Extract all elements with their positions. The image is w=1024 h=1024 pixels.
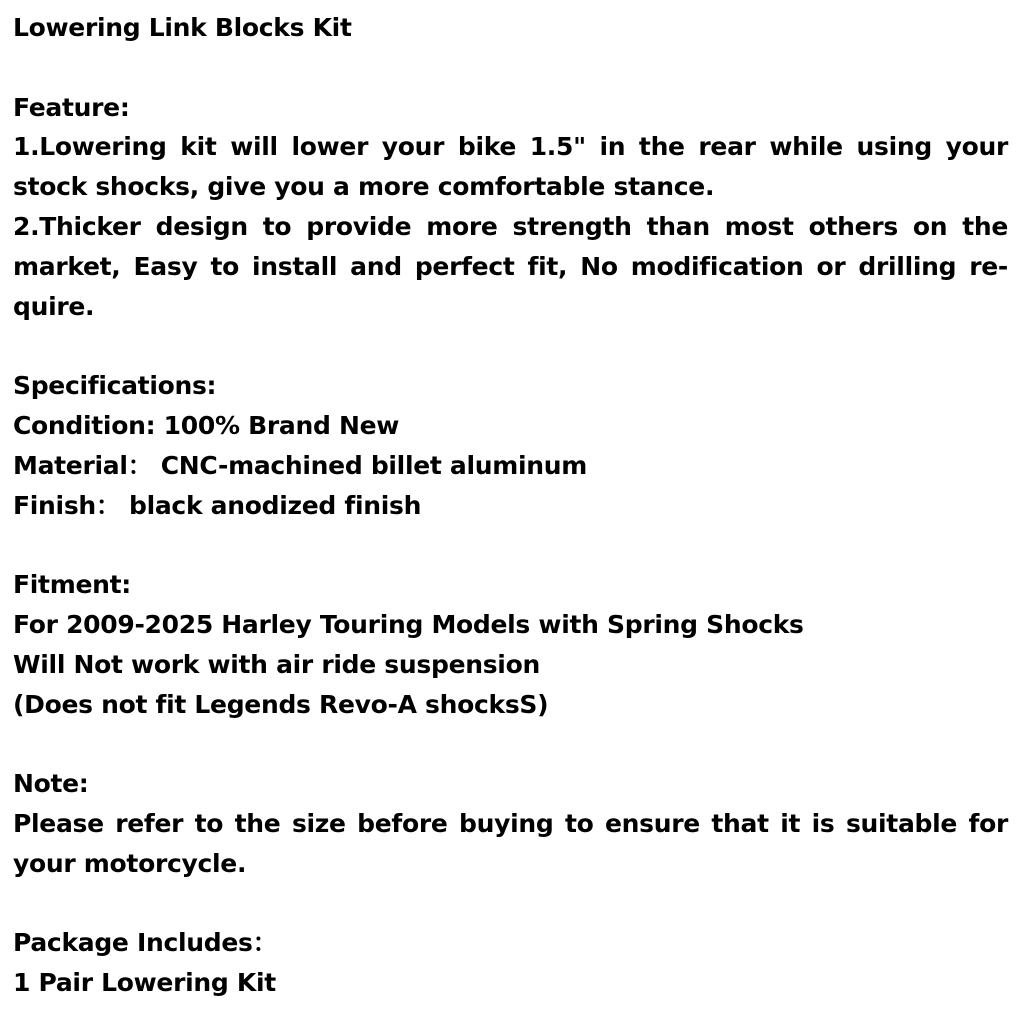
note-section (13, 764, 1008, 883)
feature-line-5: quire. (13, 291, 95, 321)
feature-line-3: 2.Thicker design to provide more strength than most others on the (13, 211, 1008, 241)
spec-finish: Finish： black anodized finish (13, 490, 422, 520)
spacer (13, 326, 1008, 366)
note-line-2: your motorcycle. (13, 848, 247, 878)
feature-line-1: 1.Lowering kit will lower your bike 1.5" in the rear while using your (13, 132, 1008, 162)
note-heading: Note: (13, 769, 89, 799)
spacer (13, 724, 1008, 764)
spacer (13, 525, 1008, 565)
feature-section (13, 88, 1008, 327)
document-title: Lowering Link Blocks Kit (13, 13, 352, 42)
fitment-line-3: (Does not fit Legends Revo-A shocksS) (13, 689, 549, 719)
fitment-line-1: For 2009-2025 Harley Touring Models with Spring Shocks (13, 609, 804, 639)
product-description (13, 8, 1008, 1003)
spacer (13, 884, 1008, 924)
spec-condition: Condition: 100% Brand New (13, 410, 400, 440)
package-section (13, 923, 1008, 1003)
specifications-heading: Specifications: (13, 371, 217, 401)
package-heading: Package Includes： (13, 928, 278, 958)
fitment-heading: Fitment: (13, 570, 131, 600)
spacer (13, 48, 1008, 88)
feature-line-2: stock shocks, give you a more comfortable stance. (13, 172, 715, 202)
note-line-1: Please refer to the size before buying to ensure that it is suitable for (13, 808, 1008, 838)
feature-heading: Feature: (13, 92, 130, 122)
spec-material: Material： CNC-machined billet aluminum (13, 450, 588, 480)
package-line-1: 1 Pair Lowering Kit (13, 968, 276, 998)
specifications-section (13, 366, 1008, 525)
feature-line-4: market, Easy to install and perfect fit, No modification or drilling re- (13, 251, 1008, 281)
fitment-line-2: Will Not work with air ride suspension (13, 649, 540, 679)
fitment-section (13, 565, 1008, 724)
